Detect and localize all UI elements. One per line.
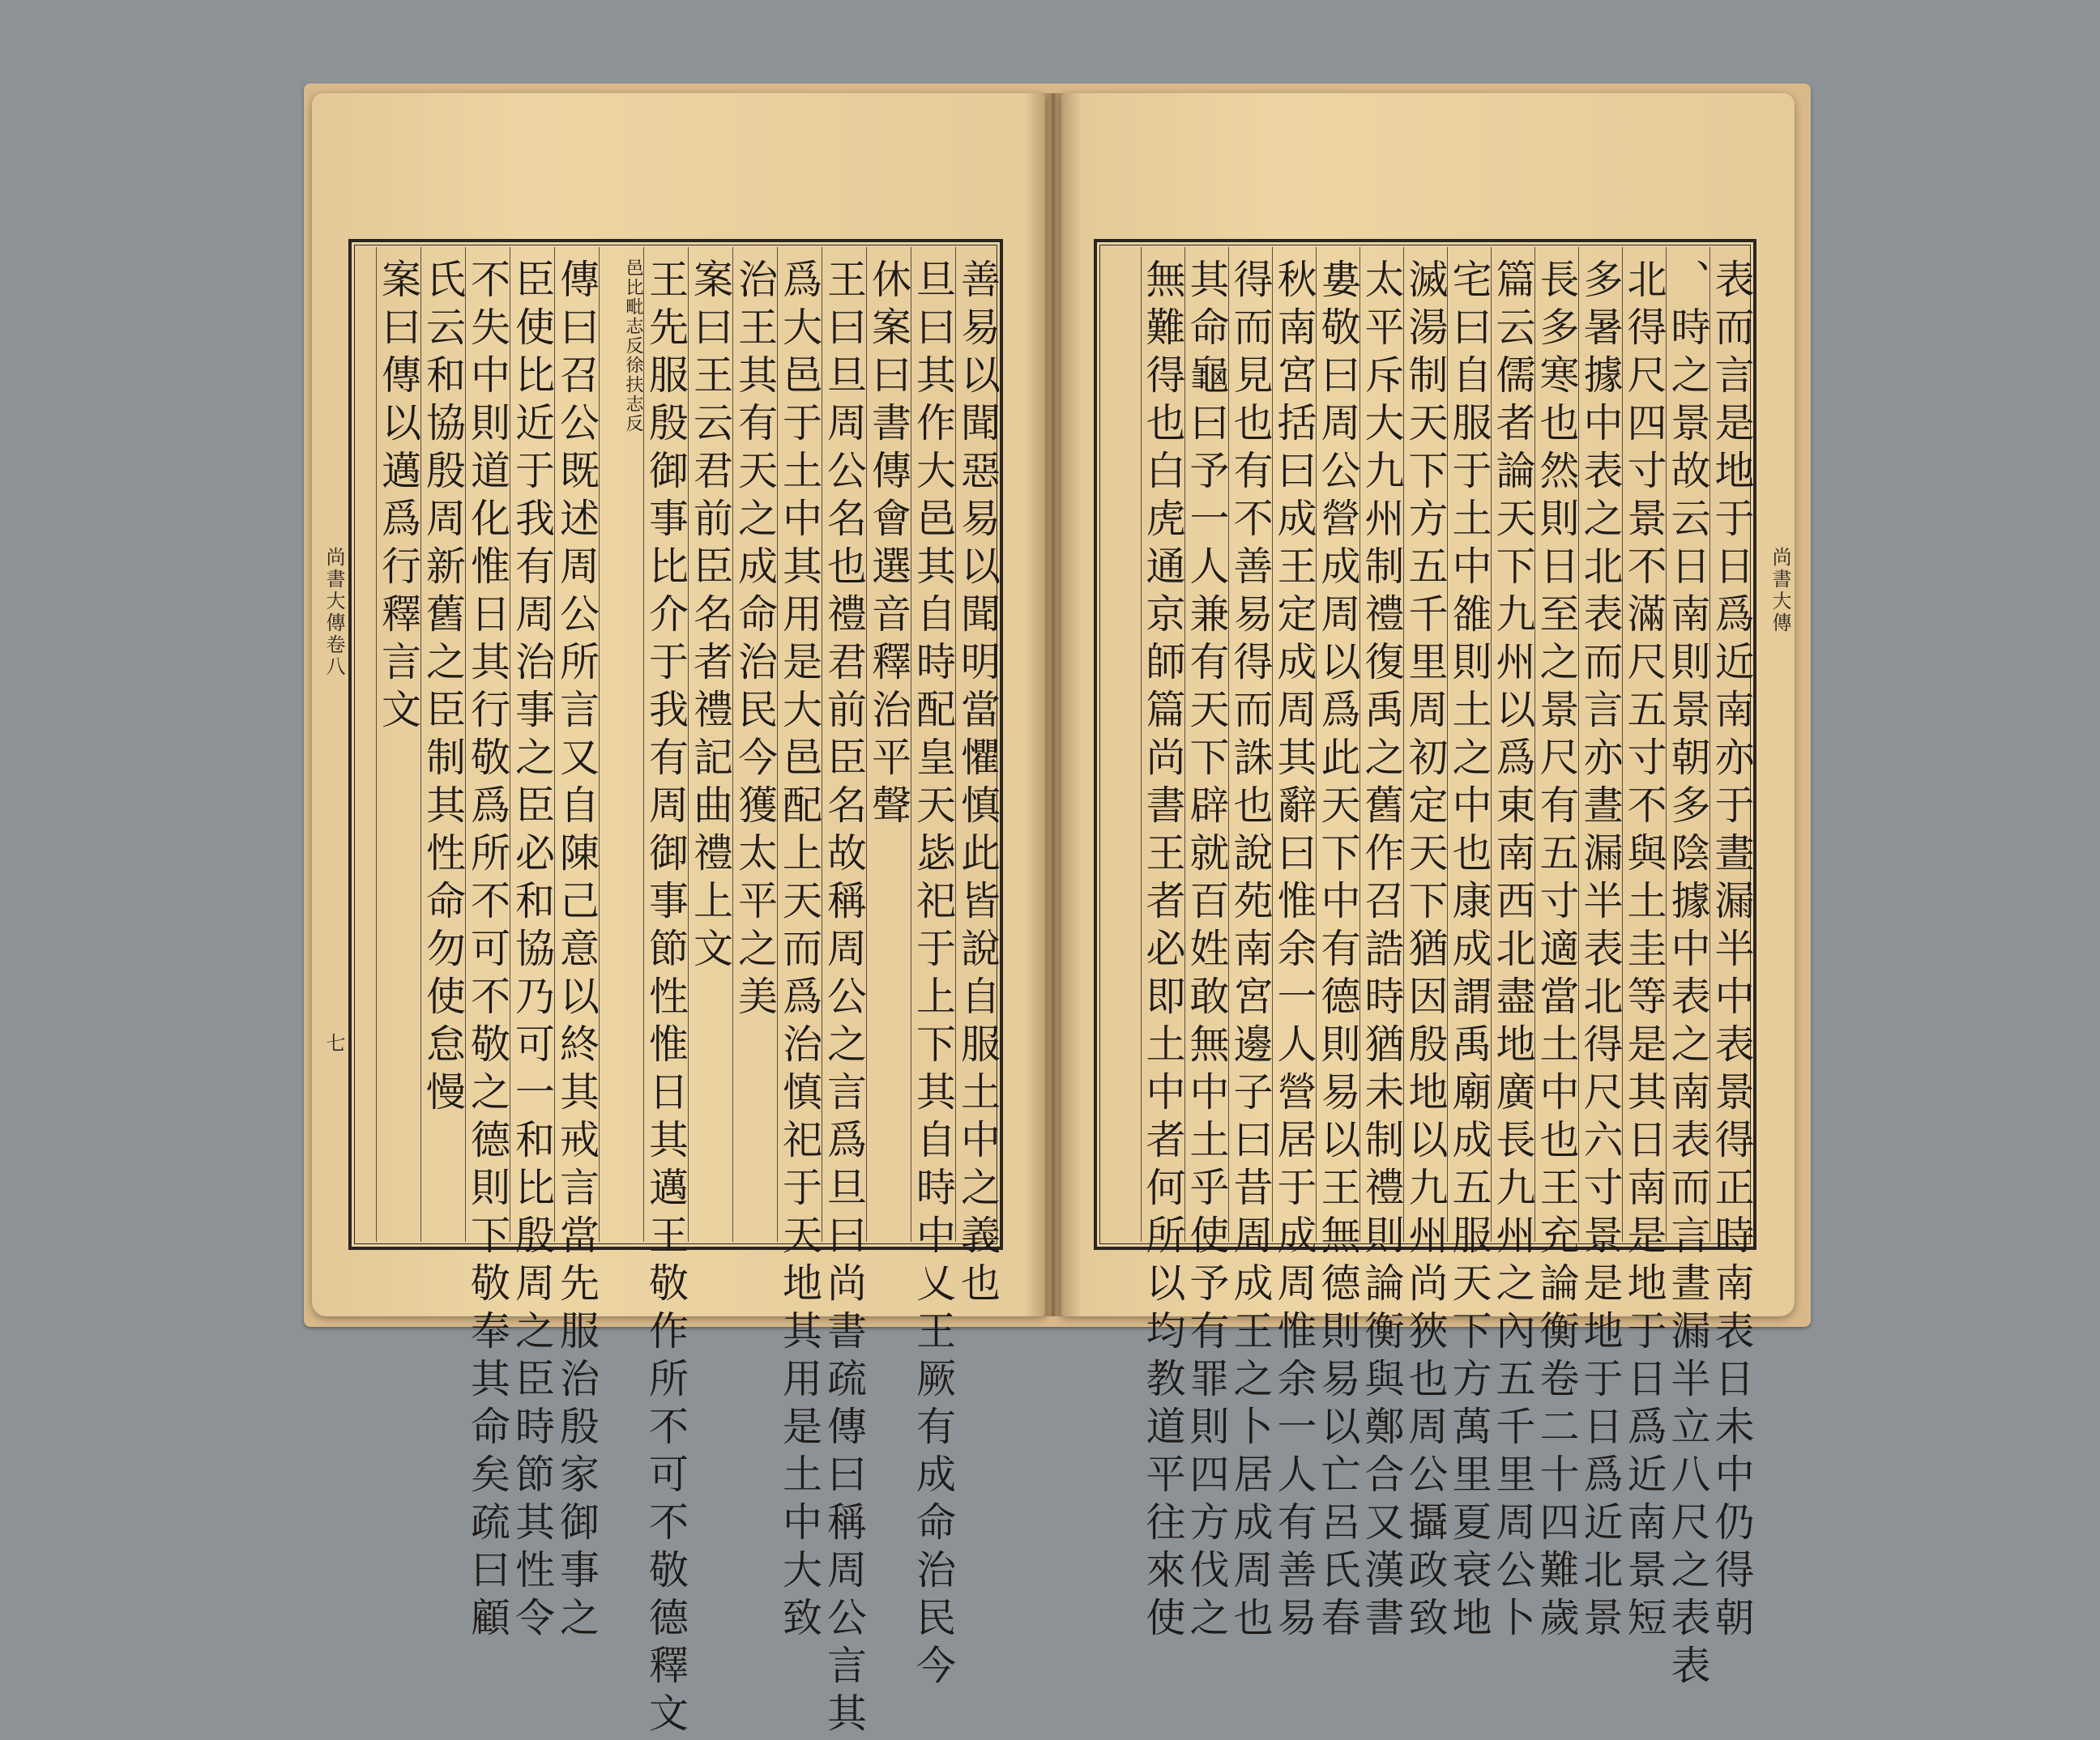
text-column: 北得尺四寸景不滿尺五寸不與土圭等是其日南是地于日爲近南景短 — [1622, 247, 1666, 1242]
text-column: 旦曰其作大邑其自時配皇天毖祀于上下其自時中乂王厥有成命治民今 — [911, 247, 955, 1242]
text-column: 長多寒也然則日至之景尺有五寸適當土中也王充論衡卷二十四難歲 — [1534, 247, 1578, 1242]
right-margin-label: 尚書大傳 — [1769, 547, 1791, 634]
left-text-frame — [348, 239, 1003, 1740]
right-text-frame — [1094, 239, 1756, 1692]
right-page — [1061, 93, 1795, 1692]
right-columns — [1140, 247, 1755, 1692]
text-column: 治王其有天之成命治民今獲太平之美 — [732, 247, 777, 1242]
annotation-column: 邑比毗志反徐扶志反 — [599, 247, 643, 1242]
text-column: 太平斥大九州制禮復禹之舊作召誥時猶未制禮則論衡與鄭合又漢書 — [1359, 247, 1403, 1242]
text-column: 無難得也白虎通京師篇尚書王者必即土中者何所以均教道平往來使 — [1141, 247, 1184, 1242]
text-column: 滅湯制天下方五千里周初定天下猶因殷地以九州尚狹也周公攝政致 — [1403, 247, 1447, 1242]
text-column: 秋南宮括曰成王定成周其辭曰惟余一人營居于成周惟余一人有善易 — [1272, 247, 1316, 1242]
open-book — [312, 77, 1803, 1740]
text-column: 婁敬曰周公營成周以爲此天下中有德則易以王無德則易以亡呂氏春 — [1316, 247, 1359, 1242]
text-column: 爲大邑于土中其用是大邑配上天而爲治慎祀于天地其用是土中大致 — [777, 247, 822, 1242]
text-column: 得而見也有不善易得而誅也說苑南宮邊子曰昔周成王之卜居成周也 — [1228, 247, 1272, 1242]
text-column: 王先服殷御事比介于我有周御事節性惟日其邁王敬作所不可不敬德釋文 — [643, 247, 688, 1242]
text-column: 案曰傳以邁爲行釋言文 — [376, 247, 420, 1242]
text-column: 王曰旦周公名也禮君前臣名故稱周公之言爲旦曰尚書疏傳曰稱周公言其 — [822, 247, 866, 1242]
text-column: 多暑據中表之北表而言亦晝漏半表北得尺六寸景是地于日爲近北景 — [1578, 247, 1622, 1242]
book-gutter — [1025, 93, 1082, 1316]
left-margin-label: 尚書大傳卷八 — [322, 547, 345, 678]
text-column: 篇云儒者論天下九州以爲東南西北盡地廣長九州之內五千里周公卜 — [1491, 247, 1534, 1242]
text-column: 傳曰召公既述周公所言又自陳己意以終其戒言當先服治殷家御事之 — [554, 247, 599, 1242]
text-column: 、時之景故云日南則景朝多陰據中表之南表而言晝漏半立八尺之表表 — [1666, 247, 1709, 1242]
text-column: 不失中則道化惟日其行敬爲所不可不敬之德則下敬奉其命矣疏曰顧 — [465, 247, 510, 1242]
text-column: 善易以聞惡易以聞明當懼慎此皆說自服土中之義也 — [955, 247, 1000, 1242]
text-column: 臣使比近于我有周治事之臣必和協乃可一和比殷周之臣時節其性令 — [510, 247, 554, 1242]
left-folio: 七 — [322, 1033, 345, 1055]
left-page — [312, 93, 1045, 1740]
text-column: 表而言是地于日爲近南亦于晝漏半中表景得正時南表日未中仍得朝 — [1709, 247, 1753, 1242]
text-column: 休案曰書傳會選音釋治平聲 — [866, 247, 911, 1242]
left-columns — [375, 247, 1001, 1740]
text-column: 氏云和協殷周新舊之臣制其性命勿使怠慢 — [420, 247, 465, 1242]
text-column: 其命龜曰予一人兼有天下辟就百姓敢無中土乎使予有罪則四方伐之 — [1184, 247, 1228, 1242]
text-column: 宅曰自服于土中雒則土之中也康成謂禹廟成五服天下方萬里夏衰地 — [1447, 247, 1491, 1242]
text-column: 案曰王云君前臣名者禮記曲禮上文 — [688, 247, 732, 1242]
